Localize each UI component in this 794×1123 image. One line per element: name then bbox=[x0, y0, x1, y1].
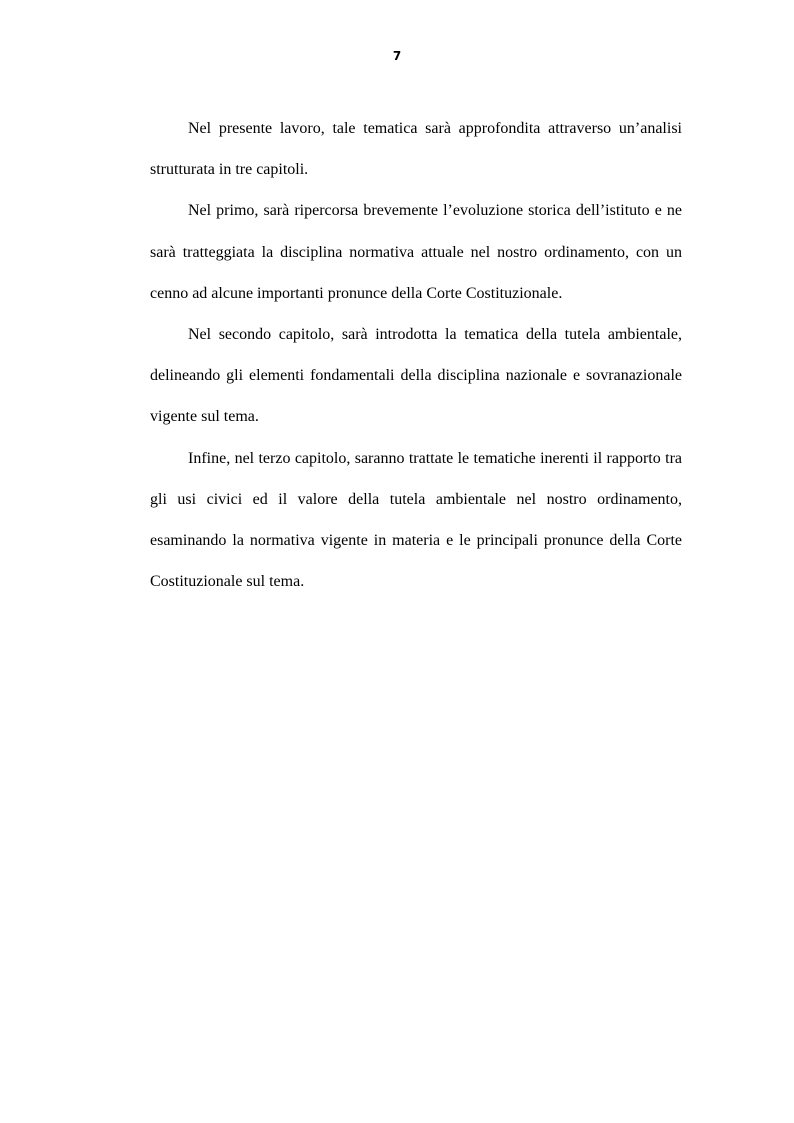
paragraph-third-chapter: Infine, nel terzo capitolo, saranno trattate le tematiche inerenti il rapporto tra gli usi civici ed il valore della tutela ambientale nel nostro ordinamento, esaminando la normativa vigente in materia e le principali pronunce della Corte Costituzionale sul tema. bbox=[150, 449, 682, 591]
paragraph-intro: Nel presente lavoro, tale tematica sarà approfondita attraverso un’analisi strutturata in tre capitoli. bbox=[150, 120, 682, 179]
paragraph-first-chapter: Nel primo, sarà ripercorsa brevemente l’evoluzione storica dell’istituto e ne sarà tratteggiata la disciplina normativa attuale nel nostro ordinamento, con un cenno ad alcune importanti pronunce della Corte Costituzionale. bbox=[150, 202, 682, 302]
page-number: 7 bbox=[392, 49, 402, 63]
paragraph-second-chapter: Nel secondo capitolo, sarà introdotta la tematica della tutela ambientale, delineando gli elementi fondamentali della disciplina nazionale e sovranazionale vigente sul tema. bbox=[150, 326, 682, 426]
body-text bbox=[150, 108, 682, 602]
